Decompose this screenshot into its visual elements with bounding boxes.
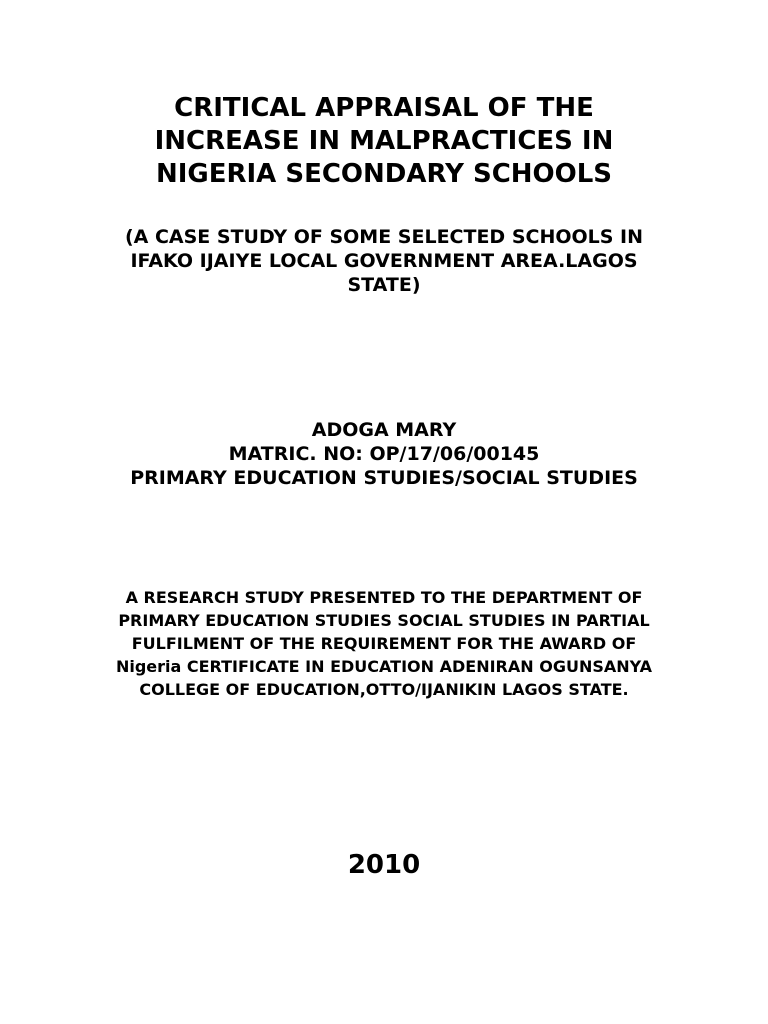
subtitle-line-3: STATE): [347, 274, 421, 296]
title-line-2: INCREASE IN MALPRACTICES IN: [154, 126, 614, 156]
statement-line-4: Nigeria CERTIFICATE IN EDUCATION ADENIRAN OGUNSANYA: [115, 657, 653, 676]
author-department: PRIMARY EDUCATION STUDIES/SOCIAL STUDIES: [130, 467, 638, 489]
submission-statement: [0, 586, 768, 701]
document-subtitle: [0, 225, 768, 297]
statement-line-3: FULFILMENT OF THE REQUIREMENT FOR THE AWARD OF: [131, 634, 637, 653]
matric-number: MATRIC. NO: OP/17/06/00145: [228, 443, 540, 465]
document-title: [0, 92, 768, 191]
statement-line-1: A RESEARCH STUDY PRESENTED TO THE DEPARTMENT OF: [125, 588, 643, 607]
document-year: 2010: [347, 850, 421, 880]
title-line-3: NIGERIA SECONDARY SCHOOLS: [155, 159, 613, 189]
subtitle-line-2: IFAKO IJAIYE LOCAL GOVERNMENT AREA.LAGOS: [130, 250, 638, 272]
title-line-1: CRITICAL APPRAISAL OF THE: [174, 93, 594, 123]
subtitle-line-1: (A CASE STUDY OF SOME SELECTED SCHOOLS IN: [124, 226, 644, 248]
statement-line-5: COLLEGE OF EDUCATION,OTTO/IJANIKIN LAGOS STATE.: [139, 680, 629, 699]
author-block: [0, 418, 768, 490]
statement-line-2: PRIMARY EDUCATION STUDIES SOCIAL STUDIES IN PARTIAL: [118, 611, 650, 630]
author-name: ADOGA MARY: [311, 419, 457, 441]
